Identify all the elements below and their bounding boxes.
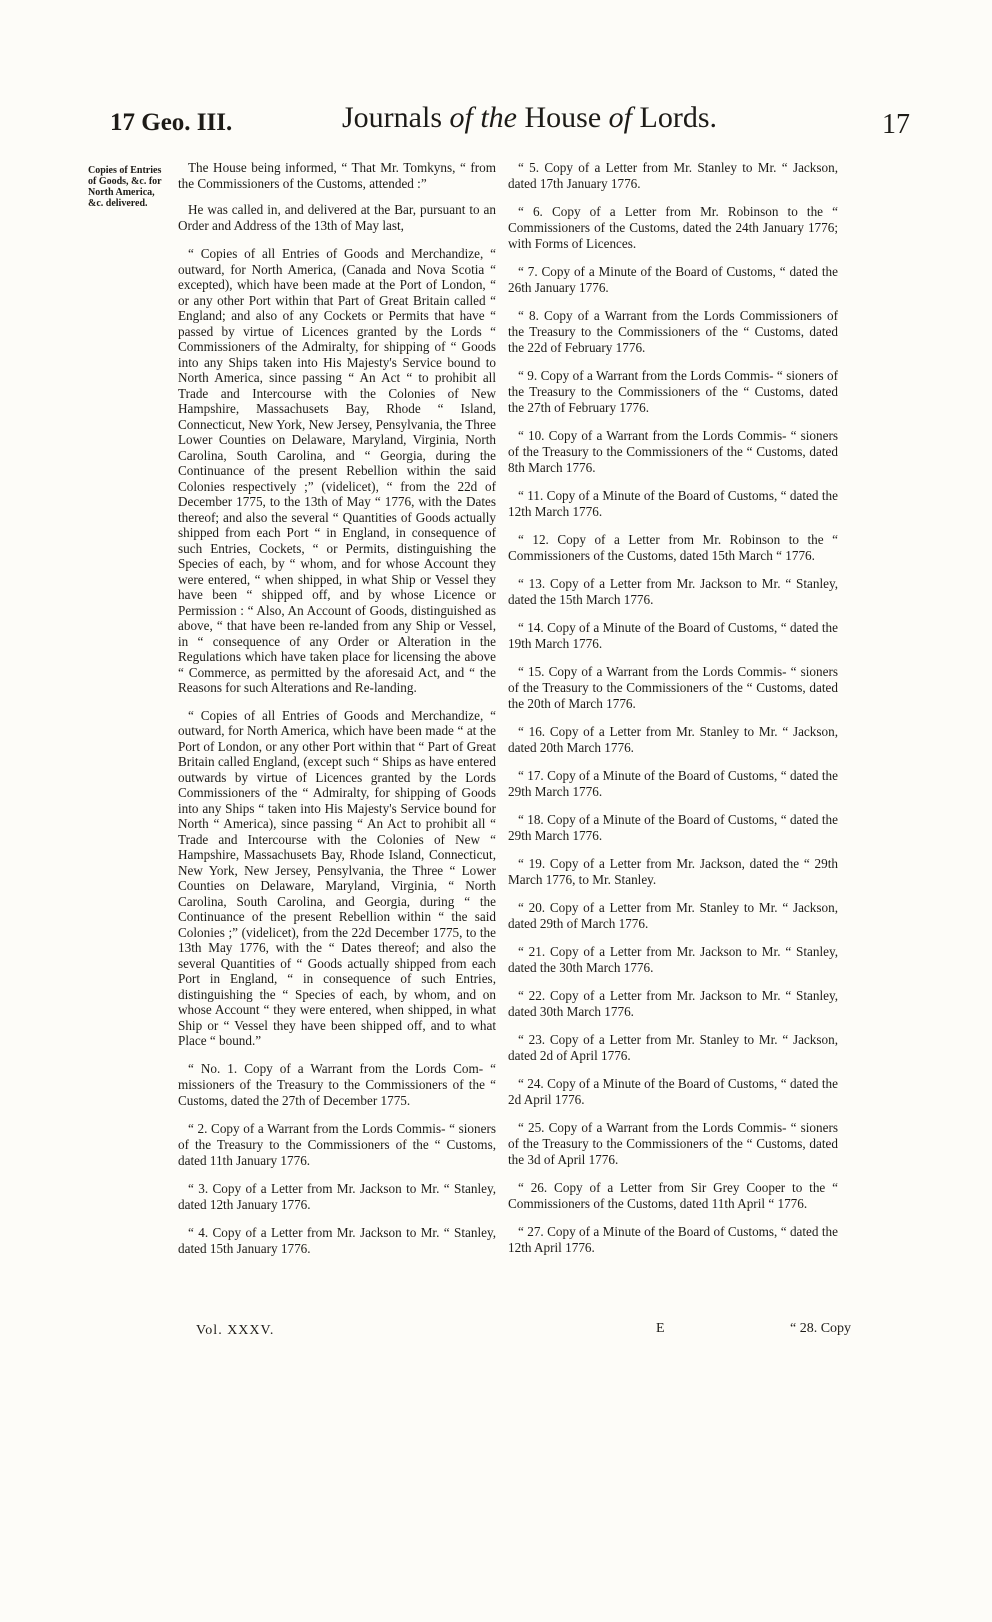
running-title-house: House <box>524 101 602 134</box>
paragraph: “ Copies of all Entries of Goods and Merchandize, “ outward, for North America, which have been made “ at the Port of London, or any other Port within that “ Part of Great Britain called England, (except such “ Ships as have entered outwards by virtue of Licences granted by the Lords Commissioners of the “ Admiralty, for shipping of Goods into any Ships “ taken into His Majesty's Service bound for North “ America), since passing “ An Act to prohibit all “ Trade and Intercourse with the Colonies of New “ Hampshire, Massachusets Bay, Rhode Island, Connecticut, New York, New Jersey, Pensylvania, the Three “ Lower Counties on Delaware, Maryland, Virginia, “ North Carolina, South Carolina, and Georgia, during “ the Continuance of the present Rebellion within “ the said Colonies ;” (videlicet), from the 22d December 1775, to the 13th May 1776, with the “ Dates thereof; and also the several Quantities of “ Goods actually shipped from each Port in England, “ in consequence of such Entries, distinguishing the “ Species of each, by whom, and on whose Account “ they were entered, when shipped, in what Ship or “ Vessel they have been shipped off, and to what Place “ bound.” <box>178 707 496 1048</box>
list-item: “ 26. Copy of a Letter from Sir Grey Cooper to the “ Commissioners of the Customs, dated 11th April “ 1776. <box>508 1180 838 1211</box>
list-item: “ 20. Copy of a Letter from Mr. Stanley to Mr. “ Jackson, dated 29th of March 1776. <box>508 900 838 931</box>
list-item: “ 23. Copy of a Letter from Mr. Stanley to Mr. “ Jackson, dated 2d of April 1776. <box>508 1032 838 1063</box>
list-item: “ 12. Copy of a Letter from Mr. Robinson to the “ Commissioners of the Customs, dated 15th March “ 1776. <box>508 532 838 563</box>
left-column <box>178 160 496 1269</box>
list-item: “ 8. Copy of a Warrant from the Lords Commissioners of the Treasury to the Commissioners of the “ Customs, dated the 22d of February 1776. <box>508 308 838 355</box>
page-header <box>110 95 910 145</box>
list-item: “ 6. Copy of a Letter from Mr. Robinson to the “ Commissioners of the Customs, dated the 24th January 1776; with Forms of Licences. <box>508 204 838 251</box>
list-item: “ 9. Copy of a Warrant from the Lords Commis- “ sioners of the Treasury to the Commissioners of the “ Customs, dated the 27th of February 1776. <box>508 368 838 415</box>
list-item: “ 15. Copy of a Warrant from the Lords Commis- “ sioners of the Treasury to the Commissioners of the “ Customs, dated the 20th of March 1776. <box>508 664 838 711</box>
running-title <box>342 101 717 135</box>
right-column <box>508 160 838 1268</box>
list-item: “ 4. Copy of a Letter from Mr. Jackson to Mr. “ Stanley, dated 15th January 1776. <box>178 1224 496 1256</box>
paragraph: The House being informed, “ That Mr. Tomkyns, “ from the Commissioners of the Customs, attended :” <box>178 160 496 191</box>
list-item: “ 21. Copy of a Letter from Mr. Jackson to Mr. “ Stanley, dated the 30th March 1776. <box>508 944 838 975</box>
margin-note: Copies of Entries of Goods, &c. for North America, &c. delivered. <box>88 165 162 209</box>
list-item: “ 22. Copy of a Letter from Mr. Jackson to Mr. “ Stanley, dated 30th March 1776. <box>508 988 838 1019</box>
list-item: “ 10. Copy of a Warrant from the Lords Commis- “ sioners of the Treasury to the Commissioners of the “ Customs, dated 8th March 1776. <box>508 428 838 475</box>
list-item: “ 17. Copy of a Minute of the Board of Customs, “ dated the 29th March 1776. <box>508 768 838 799</box>
paragraph: “ Copies of all Entries of Goods and Merchandize, “ outward, for North America, (Canada and Nova Scotia “ excepted), which have been made at the Port of London, “ or any other Port within that Part of Great Britain called “ England; and also of any Cockets or Permits that have “ passed by virtue of Licences granted by the Lords “ Commissioners of the Admiralty, for shipping of “ Goods into any Ships taken into His Majesty's Service bound to North America, since passing “ An Act “ to prohibit all Trade and Intercourse with the Colonies of New Hampshire, Massachusets Bay, Rhode “ Island, Connecticut, New York, New Jersey, Pensylvania, the Three Lower Counties on Delaware, Maryland, Virginia, North Carolina, South Carolina, and “ Georgia, during the Continuance of the present Rebellion within the said Colonies respectively ;” (videlicet), “ from the 22d of December 1775, to the 13th of May “ 1776, with the Dates thereof; and also the several “ Quantities of Goods actually shipped from each Port “ in England, in consequence of such Entries, Cockets, “ or Permits, distinguishing the Species of each, by “ whom, and for whose Account they were entered, “ when shipped, in what Ship or Vessel they have been “ shipped off, and by whose Licence or Permission : “ Also, An Account of Goods, distinguished as above, “ that have been re-landed from any Ship or Vessel, in “ consequence of any Order or Alteration in the Regulations which have taken place for licensing the above “ Commerce, as permitted by the aforesaid Act, and “ the Reasons for such Alterations and Re-landing. <box>178 246 496 695</box>
list-item: “ 27. Copy of a Minute of the Board of Customs, “ dated the 12th April 1776. <box>508 1224 838 1255</box>
paragraph: He was called in, and delivered at the Bar, pursuant to an Order and Address of the 13th of May last, <box>178 202 496 233</box>
list-item: “ 14. Copy of a Minute of the Board of Customs, “ dated the 19th March 1776. <box>508 620 838 651</box>
list-item: “ 7. Copy of a Minute of the Board of Customs, “ dated the 26th January 1776. <box>508 264 838 295</box>
list-item: “ 3. Copy of a Letter from Mr. Jackson to Mr. “ Stanley, dated 12th January 1776. <box>178 1180 496 1212</box>
list-item: “ 24. Copy of a Minute of the Board of Customs, “ dated the 2d April 1776. <box>508 1076 838 1107</box>
running-title-of-the: of the <box>449 101 517 134</box>
list-item: “ 13. Copy of a Letter from Mr. Jackson to Mr. “ Stanley, dated the 15th March 1776. <box>508 576 838 607</box>
regnal-year: 17 Geo. III. <box>110 109 233 136</box>
list-item: “ No. 1. Copy of a Warrant from the Lords Com- “ missioners of the Treasury to the Commissioners of the “ Customs, dated the 27th of December 1775. <box>178 1060 496 1108</box>
page-number: 17 <box>882 109 910 140</box>
list-item: “ 5. Copy of a Letter from Mr. Stanley to Mr. “ Jackson, dated 17th January 1776. <box>508 160 838 191</box>
list-item: “ 18. Copy of a Minute of the Board of Customs, “ dated the 29th March 1776. <box>508 812 838 843</box>
running-title-journals: Journals <box>342 101 442 134</box>
catchword: “ 28. Copy <box>790 1321 852 1336</box>
signature-mark: E <box>656 1321 665 1336</box>
running-title-of: of <box>608 101 632 134</box>
list-item: “ 2. Copy of a Warrant from the Lords Commis- “ sioners of the Treasury to the Commissioners of the “ Customs, dated 11th January 1776. <box>178 1120 496 1168</box>
list-item: “ 11. Copy of a Minute of the Board of Customs, “ dated the 12th March 1776. <box>508 488 838 519</box>
list-item: “ 16. Copy of a Letter from Mr. Stanley to Mr. “ Jackson, dated 20th March 1776. <box>508 724 838 755</box>
volume-number: Vol. XXXV. <box>196 1323 275 1338</box>
list-item: “ 19. Copy of a Letter from Mr. Jackson, dated the “ 29th March 1776, to Mr. Stanley. <box>508 856 838 887</box>
list-item: “ 25. Copy of a Warrant from the Lords Commis- “ sioners of the Treasury to the Commissioners of the “ Customs, dated the 3d of April 1776. <box>508 1120 838 1167</box>
running-title-lords: Lords. <box>639 101 717 134</box>
